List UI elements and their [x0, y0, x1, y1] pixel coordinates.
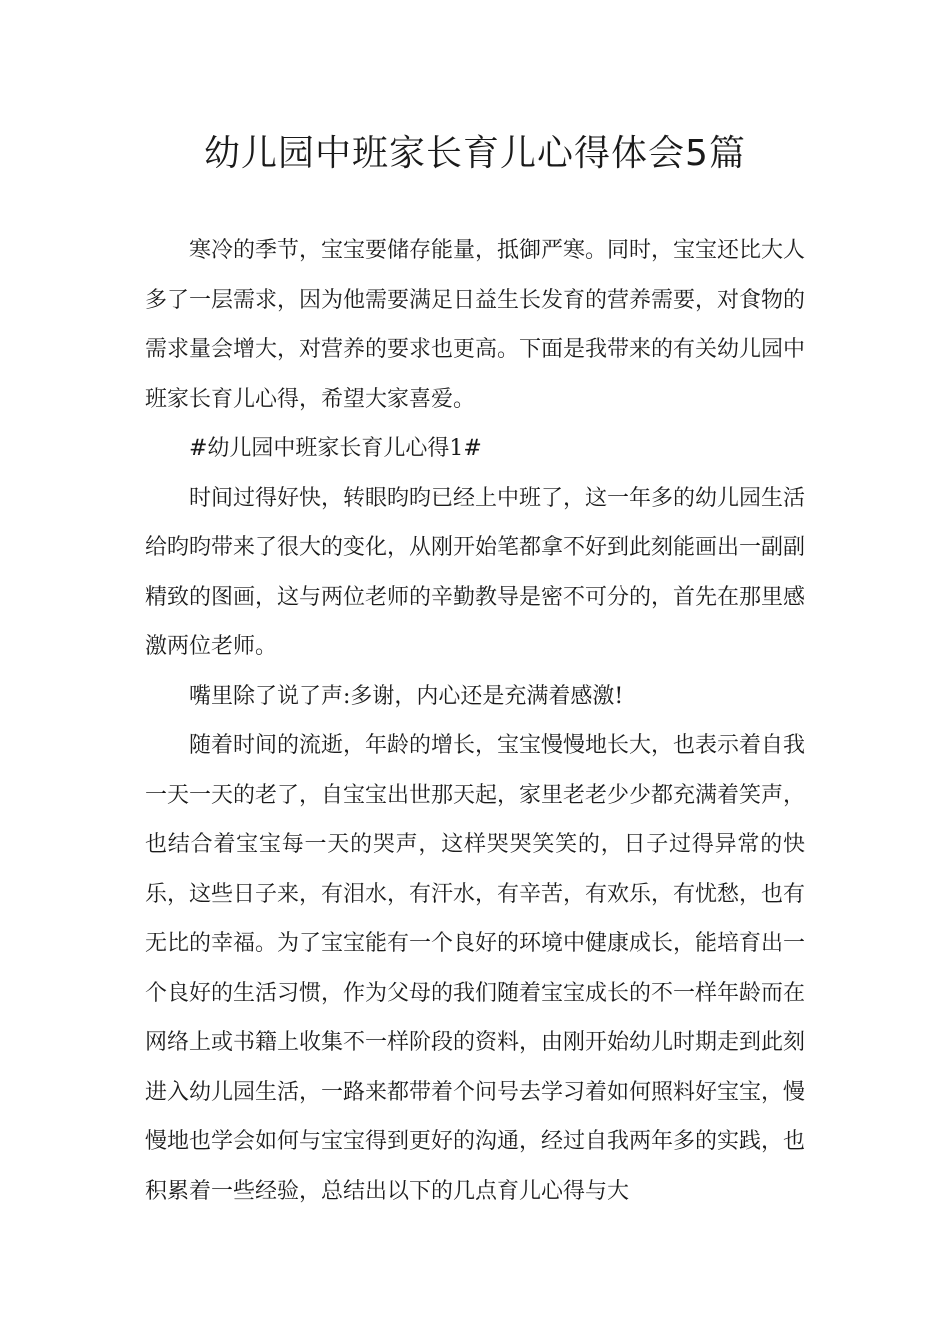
paragraph-intro: 寒冷的季节，宝宝要储存能量，抵御严寒。同时，宝宝还比大人多了一层需求，因为他需要满足日益生长发育的营养需要，对食物的需求量会增大，对营养的要求也更高。下面是我带来的有关幼儿园中班家长育儿心得，希望大家喜爱。 — [145, 238, 806, 412]
document-body — [145, 226, 805, 1216]
section-heading-1: #幼儿园中班家长育儿心得1# — [189, 436, 482, 461]
paragraph-1: 时间过得好快，转眼昀昀已经上中班了，这一年多的幼儿园生活给昀昀带来了很大的变化，从刚开始笔都拿不好到此刻能画出一副副精致的图画，这与两位老师的辛勤教导是密不可分的，首先在那里感激两位老师。 — [145, 485, 806, 659]
document-title: 幼儿园中班家长育儿心得体会5篇 — [204, 133, 746, 174]
paragraph-2: 嘴里除了说了声:多谢，内心还是充满着感激! — [189, 683, 624, 709]
paragraph-3: 随着时间的流逝，年龄的增长，宝宝慢慢地长大，也表示着自我一天一天的老了，自宝宝出世那天起，家里老老少少都充满着笑声，也结合着宝宝每一天的哭声，这样哭哭笑笑的，日子过得异常的快乐，这些日子来，有泪水，有汗水，有辛苦，有欢乐，有忧愁，也有无比的幸福。为了宝宝能有一个良好的环境中健康成长，能培育出一个良好的生活习惯，作为父母的我们随着宝宝成长的不一样年龄而在网络上或书籍上收集不一样阶段的资料，由刚开始幼儿时期走到此刻进入幼儿园生活，一路来都带着个问号去学习着如何照料好宝宝，慢慢地也学会如何与宝宝得到更好的沟通，经过自我两年多的实践，也积累着一些经验，总结出以下的几点育儿心得与大 — [145, 733, 806, 1204]
